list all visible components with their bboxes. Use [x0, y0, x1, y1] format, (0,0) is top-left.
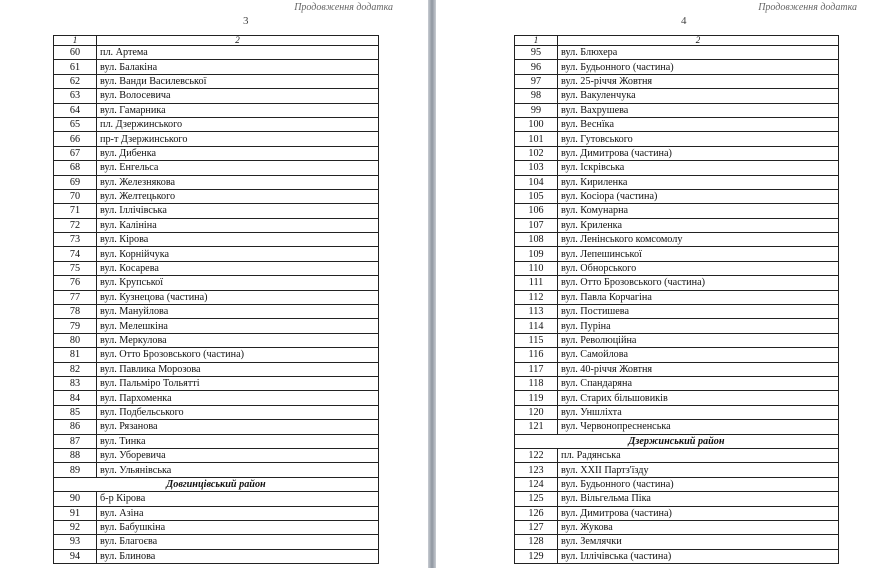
continuation-note: Продовження додатка — [294, 2, 393, 13]
street-name: вул. Димитрова (частина) — [558, 146, 839, 160]
row-number: 74 — [54, 247, 97, 261]
table-row — [54, 117, 379, 131]
table-row — [54, 74, 379, 88]
table-row — [515, 290, 839, 304]
row-number: 75 — [54, 261, 97, 275]
table-row — [515, 319, 839, 333]
table-row — [515, 103, 839, 117]
row-number: 76 — [54, 276, 97, 290]
street-name: вул. Балакіна — [97, 60, 379, 74]
table-row — [54, 434, 379, 448]
continuation-note: Продовження додатка — [758, 2, 857, 13]
street-name: вул. 40-річчя Жовтня — [558, 362, 839, 376]
table-row — [515, 276, 839, 290]
row-number: 111 — [515, 276, 558, 290]
table-row — [515, 333, 839, 347]
table-row — [54, 132, 379, 146]
row-number: 108 — [515, 233, 558, 247]
district-heading-row — [515, 434, 839, 448]
row-number: 86 — [54, 420, 97, 434]
table-row — [54, 89, 379, 103]
row-number: 95 — [515, 46, 558, 60]
street-name: вул. Косарева — [97, 261, 379, 275]
row-number: 115 — [515, 333, 558, 347]
row-number: 112 — [515, 290, 558, 304]
street-name: вул. Косіора (частина) — [558, 189, 839, 203]
street-name: вул. Веснїка — [558, 117, 839, 131]
table-row — [54, 520, 379, 534]
street-name: вул. Криленка — [558, 218, 839, 232]
street-name: вул. Корнійчука — [97, 247, 379, 261]
row-number: 104 — [515, 175, 558, 189]
table-row — [54, 448, 379, 462]
street-name: вул. Будьонного (частина) — [558, 477, 839, 491]
row-number: 66 — [54, 132, 97, 146]
row-number: 73 — [54, 233, 97, 247]
street-name: вул. Іллічівська (частина) — [558, 549, 839, 563]
table-row — [515, 117, 839, 131]
street-name: вул. Отто Брозовського (частина) — [97, 348, 379, 362]
table-row — [515, 420, 839, 434]
table-row — [54, 506, 379, 520]
street-name: вул. Ванди Василевської — [97, 74, 379, 88]
district-heading-row — [54, 477, 379, 491]
street-name: вул. Вакуленчука — [558, 89, 839, 103]
row-number: 60 — [54, 46, 97, 60]
table-row — [54, 391, 379, 405]
street-name: вул. Ульянівська — [97, 463, 379, 477]
street-name: вул. Рязанова — [97, 420, 379, 434]
table-row — [54, 405, 379, 419]
street-name: вул. Кузнецова (частина) — [97, 290, 379, 304]
table-row — [515, 204, 839, 218]
table-row — [54, 204, 379, 218]
street-name: вул. Жукова — [558, 520, 839, 534]
row-number: 119 — [515, 391, 558, 405]
row-number: 97 — [515, 74, 558, 88]
table-row — [54, 420, 379, 434]
row-number: 71 — [54, 204, 97, 218]
row-number: 126 — [515, 506, 558, 520]
right-page — [436, 0, 869, 568]
row-number: 118 — [515, 376, 558, 390]
row-number: 82 — [54, 362, 97, 376]
street-name: вул. Старих більшовиків — [558, 391, 839, 405]
table-row — [515, 189, 839, 203]
row-number: 78 — [54, 305, 97, 319]
table-row — [515, 233, 839, 247]
table-row — [515, 74, 839, 88]
street-name: вул. Енгельса — [97, 161, 379, 175]
street-name: вул. Пархоменка — [97, 391, 379, 405]
table-row — [54, 247, 379, 261]
street-name: вул. Гутовського — [558, 132, 839, 146]
row-number: 114 — [515, 319, 558, 333]
table-row — [515, 549, 839, 563]
table-row — [515, 391, 839, 405]
row-number: 87 — [54, 434, 97, 448]
table-row — [515, 506, 839, 520]
row-number: 93 — [54, 535, 97, 549]
street-name: вул. Пальміро Тольятті — [97, 376, 379, 390]
row-number: 121 — [515, 420, 558, 434]
row-number: 81 — [54, 348, 97, 362]
table-row — [54, 492, 379, 506]
street-name: вул. Меркулова — [97, 333, 379, 347]
row-number: 117 — [515, 362, 558, 376]
streets-table — [53, 35, 379, 564]
row-number: 91 — [54, 506, 97, 520]
table-row — [515, 146, 839, 160]
row-number: 89 — [54, 463, 97, 477]
street-name: вул. Кириленка — [558, 175, 839, 189]
street-name: вул. Пуріна — [558, 319, 839, 333]
row-number: 67 — [54, 146, 97, 160]
table-row — [515, 376, 839, 390]
table-row — [54, 233, 379, 247]
table-row — [54, 549, 379, 563]
street-name: вул. Гамарника — [97, 103, 379, 117]
table-row — [54, 103, 379, 117]
row-number: 61 — [54, 60, 97, 74]
street-name: вул. Самойлова — [558, 348, 839, 362]
street-name: вул. Революційна — [558, 333, 839, 347]
streets-table — [514, 35, 839, 564]
street-name: вул. Павлика Морозова — [97, 362, 379, 376]
table-row — [54, 305, 379, 319]
table-row — [515, 60, 839, 74]
table-row — [54, 535, 379, 549]
column-header-row — [54, 36, 379, 46]
district-heading: Дзержинський район — [515, 434, 839, 448]
street-name: вул. Волосевича — [97, 89, 379, 103]
street-name: пл. Дзержинського — [97, 117, 379, 131]
row-number: 69 — [54, 175, 97, 189]
row-number: 105 — [515, 189, 558, 203]
table-row — [515, 161, 839, 175]
street-name: вул. Вільгельма Піка — [558, 492, 839, 506]
page-number: 4 — [681, 15, 687, 27]
row-number: 90 — [54, 492, 97, 506]
street-name: вул. Железнякова — [97, 175, 379, 189]
table-row — [515, 348, 839, 362]
table-row — [515, 218, 839, 232]
street-name: вул. Обнорського — [558, 261, 839, 275]
row-number: 110 — [515, 261, 558, 275]
row-number: 80 — [54, 333, 97, 347]
street-name: вул. Подбельського — [97, 405, 379, 419]
street-name: вул. Ленінського комсомолу — [558, 233, 839, 247]
table-row — [515, 89, 839, 103]
row-number: 103 — [515, 161, 558, 175]
table-row — [54, 463, 379, 477]
table-row — [515, 405, 839, 419]
table-row — [54, 290, 379, 304]
street-name: вул. Дибенка — [97, 146, 379, 160]
street-name: вул. Іскрівська — [558, 161, 839, 175]
row-number: 101 — [515, 132, 558, 146]
row-number: 123 — [515, 463, 558, 477]
row-number: 83 — [54, 376, 97, 390]
street-name: вул. Вахрушева — [558, 103, 839, 117]
table-row — [54, 161, 379, 175]
table-row — [54, 362, 379, 376]
row-number: 109 — [515, 247, 558, 261]
street-name: вул. Крупської — [97, 276, 379, 290]
row-number: 77 — [54, 290, 97, 304]
street-name: вул. Комунарна — [558, 204, 839, 218]
street-name: вул. Землячки — [558, 535, 839, 549]
row-number: 64 — [54, 103, 97, 117]
street-name: пл. Радянська — [558, 448, 839, 462]
table-row — [54, 319, 379, 333]
street-name: пл. Артема — [97, 46, 379, 60]
table-row — [54, 46, 379, 60]
street-name: вул. Спандаряна — [558, 376, 839, 390]
column-header: 1 — [54, 36, 97, 46]
street-name: вул. Кірова — [97, 233, 379, 247]
row-number: 84 — [54, 391, 97, 405]
table-row — [515, 520, 839, 534]
row-number: 65 — [54, 117, 97, 131]
row-number: 107 — [515, 218, 558, 232]
column-header: 2 — [558, 36, 839, 46]
street-name: вул. Іллічівська — [97, 204, 379, 218]
table-row — [54, 60, 379, 74]
street-name: б-р Кірова — [97, 492, 379, 506]
table-row — [54, 376, 379, 390]
row-number: 88 — [54, 448, 97, 462]
table-row — [54, 261, 379, 275]
column-header-row — [515, 36, 839, 46]
row-number: 122 — [515, 448, 558, 462]
row-number: 99 — [515, 103, 558, 117]
table-row — [515, 261, 839, 275]
row-number: 92 — [54, 520, 97, 534]
row-number: 106 — [515, 204, 558, 218]
row-number: 113 — [515, 305, 558, 319]
table-row — [54, 333, 379, 347]
row-number: 85 — [54, 405, 97, 419]
district-heading: Довгинцівський район — [54, 477, 379, 491]
row-number: 68 — [54, 161, 97, 175]
street-name: вул. ХХІІ Партз'їзду — [558, 463, 839, 477]
street-name: вул. Мелешкіна — [97, 319, 379, 333]
table-row — [515, 448, 839, 462]
street-name: пр-т Дзержинського — [97, 132, 379, 146]
street-name: вул. Уншліхта — [558, 405, 839, 419]
street-name: вул. Постишева — [558, 305, 839, 319]
street-name: вул. Лепешинської — [558, 247, 839, 261]
table-row — [515, 362, 839, 376]
row-number: 128 — [515, 535, 558, 549]
row-number: 79 — [54, 319, 97, 333]
table-row — [54, 218, 379, 232]
row-number: 98 — [515, 89, 558, 103]
row-number: 125 — [515, 492, 558, 506]
street-name: вул. Блинова — [97, 549, 379, 563]
row-number: 72 — [54, 218, 97, 232]
table-row — [54, 348, 379, 362]
street-name: вул. Павла Корчагіна — [558, 290, 839, 304]
table-row — [515, 247, 839, 261]
row-number: 120 — [515, 405, 558, 419]
street-name: вул. Блюхера — [558, 46, 839, 60]
row-number: 116 — [515, 348, 558, 362]
page-gutter — [428, 0, 436, 568]
table-row — [515, 463, 839, 477]
table-row — [515, 305, 839, 319]
column-header: 1 — [515, 36, 558, 46]
row-number: 62 — [54, 74, 97, 88]
table-row — [54, 189, 379, 203]
row-number: 129 — [515, 549, 558, 563]
table-row — [54, 175, 379, 189]
row-number: 96 — [515, 60, 558, 74]
table-row — [515, 46, 839, 60]
street-name: вул. Желтецького — [97, 189, 379, 203]
column-header: 2 — [97, 36, 379, 46]
page-number: 3 — [243, 15, 249, 27]
street-name: вул. Мануйлова — [97, 305, 379, 319]
street-name: вул. Бабушкіна — [97, 520, 379, 534]
street-name: вул. Тинка — [97, 434, 379, 448]
row-number: 94 — [54, 549, 97, 563]
table-row — [515, 492, 839, 506]
table-row — [515, 132, 839, 146]
street-name: вул. Будьонного (частина) — [558, 60, 839, 74]
street-name: вул. 25-річчя Жовтня — [558, 74, 839, 88]
street-name: вул. Калініна — [97, 218, 379, 232]
row-number: 63 — [54, 89, 97, 103]
row-number: 70 — [54, 189, 97, 203]
street-name: вул. Благоєва — [97, 535, 379, 549]
table-row — [54, 276, 379, 290]
row-number: 100 — [515, 117, 558, 131]
row-number: 124 — [515, 477, 558, 491]
table-row — [515, 175, 839, 189]
row-number: 102 — [515, 146, 558, 160]
street-name: вул. Азіна — [97, 506, 379, 520]
table-row — [515, 477, 839, 491]
street-name: вул. Червонопресненська — [558, 420, 839, 434]
street-name: вул. Димитрова (частина) — [558, 506, 839, 520]
table-row — [515, 535, 839, 549]
street-name: вул. Уборевича — [97, 448, 379, 462]
table-row — [54, 146, 379, 160]
left-page — [0, 0, 428, 568]
street-name: вул. Отто Брозовського (частина) — [558, 276, 839, 290]
row-number: 127 — [515, 520, 558, 534]
